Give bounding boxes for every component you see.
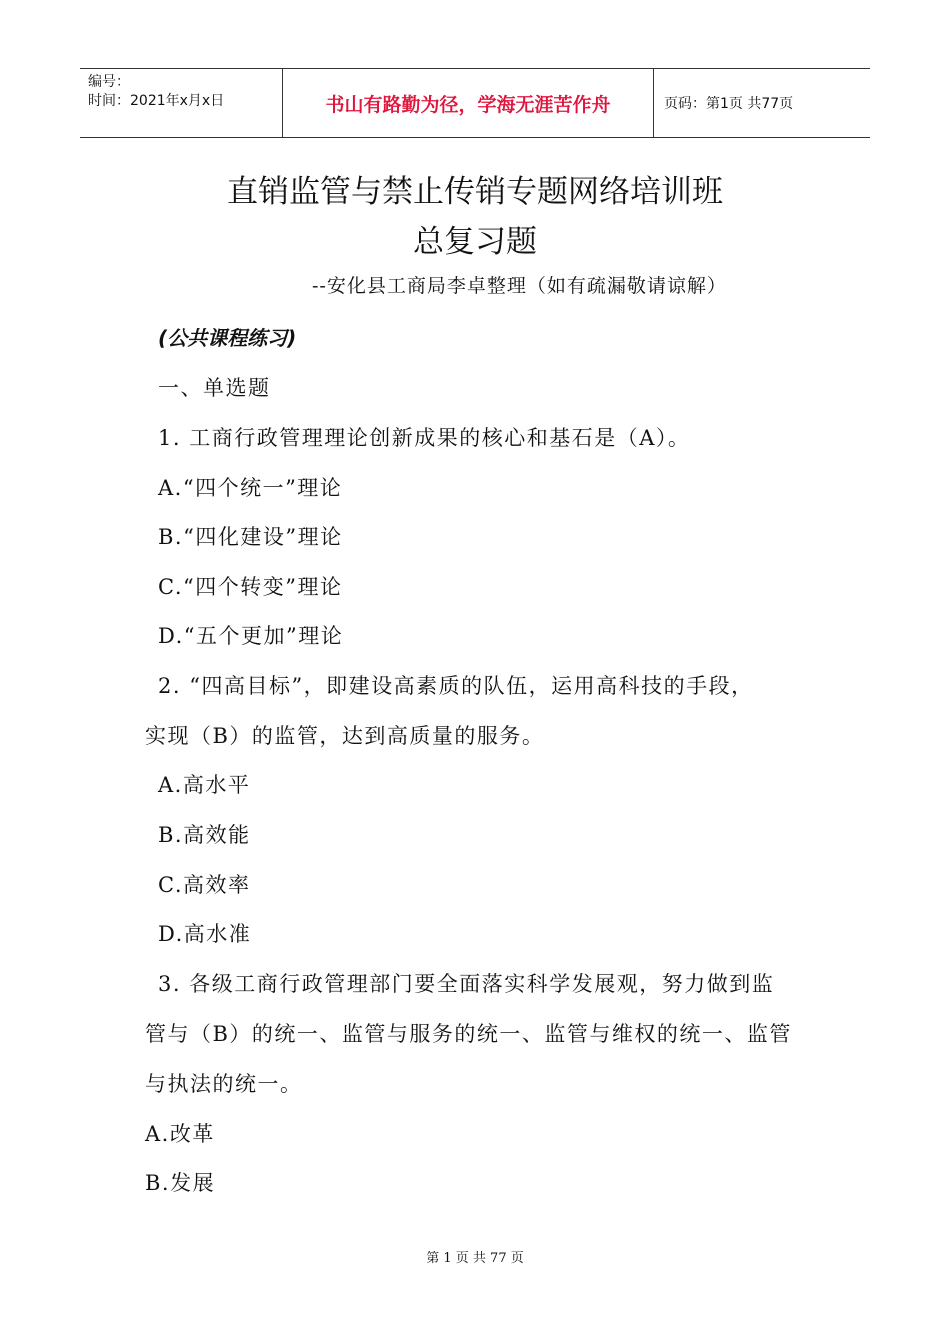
header-motto: 书山有路勤为径，学海无涯苦作舟 bbox=[282, 69, 654, 137]
option-d: D.“五个更加”理论 bbox=[158, 624, 344, 648]
option-a: A.“四个统一”理论 bbox=[158, 476, 343, 500]
option-b: B.高效能 bbox=[158, 823, 251, 847]
document-title: 直销监管与禁止传销专题网络培训班 bbox=[227, 174, 723, 210]
header-page-info: 页码：第1页 共77页 bbox=[664, 96, 794, 112]
option-a: A.高水平 bbox=[158, 773, 251, 797]
page-footer: 第 1 页 共 77 页 bbox=[426, 1251, 524, 1266]
option-d: D.高水准 bbox=[158, 922, 252, 946]
question-2: 2. “四高目标”，即建设高素质的队伍，运用高科技的手段， bbox=[158, 674, 754, 698]
option-c: C.高效率 bbox=[158, 873, 251, 897]
option-b: B.发展 bbox=[145, 1171, 216, 1195]
question-3: 3. 各级工商行政管理部门要全面落实科学发展观，努力做到监 bbox=[158, 972, 775, 996]
question-1: 1. 工商行政管理理论创新成果的核心和基石是（A）。 bbox=[158, 426, 691, 450]
question-3-cont: 与执法的统一。 bbox=[145, 1072, 303, 1096]
section-heading: 一、单选题 bbox=[158, 376, 271, 400]
byline: --安化县工商局李卓整理（如有疏漏敬请谅解） bbox=[312, 275, 727, 297]
section-label: (公共课程练习) bbox=[158, 326, 297, 350]
time-label: 时间：2021年x月x日 bbox=[88, 93, 225, 109]
option-a: A.改革 bbox=[145, 1122, 215, 1146]
option-c: C.“四个转变”理论 bbox=[158, 575, 343, 599]
number-label: 编号： bbox=[88, 74, 130, 90]
document-header bbox=[80, 68, 870, 138]
question-3-cont: 管与（B）的统一、监管与服务的统一、监管与维权的统一、监管 bbox=[145, 1022, 792, 1046]
option-b: B.“四化建设”理论 bbox=[158, 525, 343, 549]
question-2-cont: 实现（B）的监管，达到高质量的服务。 bbox=[145, 724, 545, 748]
document-subtitle: 总复习题 bbox=[413, 224, 537, 260]
header-meta bbox=[80, 69, 282, 137]
